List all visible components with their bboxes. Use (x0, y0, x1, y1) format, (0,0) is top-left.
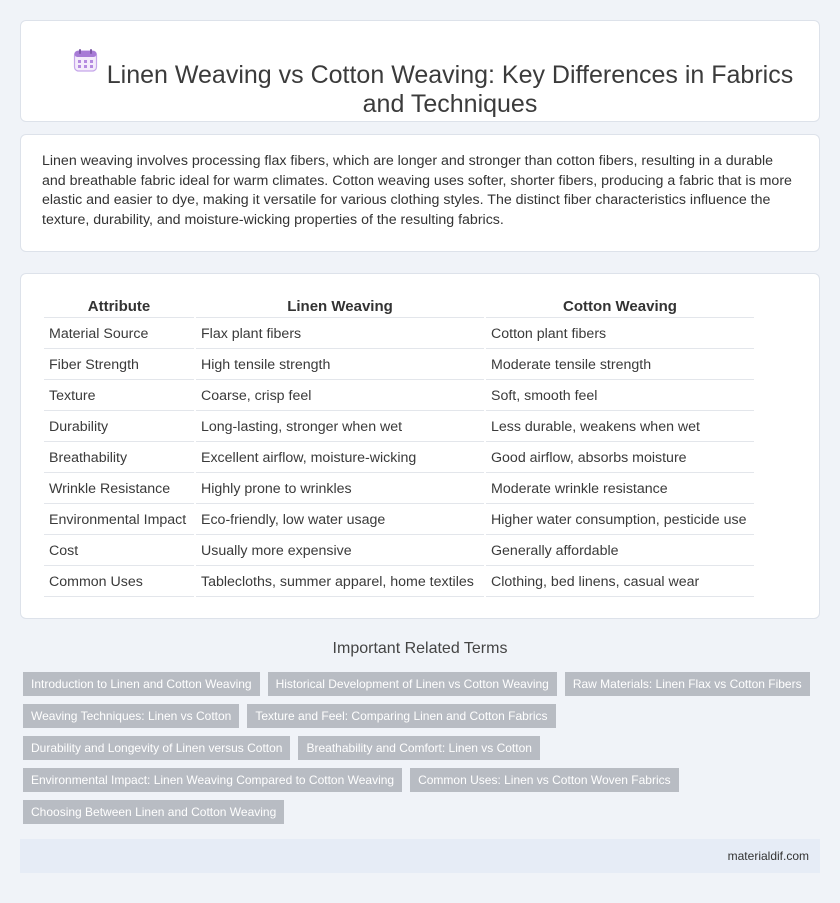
related-term-tag[interactable]: Choosing Between Linen and Cotton Weaving (23, 800, 284, 824)
table-cell: Less durable, weakens when wet (486, 413, 754, 442)
calendar-grid-icon (73, 48, 98, 73)
table-cell: Moderate wrinkle resistance (486, 475, 754, 504)
table-row (44, 506, 754, 535)
related-term-tag[interactable]: Introduction to Linen and Cotton Weaving (23, 672, 260, 696)
footer-site-link[interactable]: materialdif.com (727, 849, 809, 863)
table-row (44, 537, 754, 566)
table-row (44, 351, 754, 380)
column-header: Linen Weaving (196, 296, 484, 318)
related-term-tag[interactable]: Weaving Techniques: Linen vs Cotton (23, 704, 239, 728)
page-title: Linen Weaving vs Cotton Weaving: Key Differences in Fabrics and Techniques (106, 61, 794, 118)
comparison-table-card (20, 273, 820, 619)
related-term-tag[interactable]: Common Uses: Linen vs Cotton Woven Fabrics (410, 768, 679, 792)
table-cell: Tablecloths, summer apparel, home textiles (196, 568, 484, 597)
table-cell: Highly prone to wrinkles (196, 475, 484, 504)
table-cell: Long-lasting, stronger when wet (196, 413, 484, 442)
table-cell: Moderate tensile strength (486, 351, 754, 380)
table-row (44, 475, 754, 504)
related-term-tag[interactable]: Durability and Longevity of Linen versus Cotton (23, 736, 290, 760)
table-row (44, 320, 754, 349)
table-cell: Environmental Impact (44, 506, 194, 535)
table-cell: Common Uses (44, 568, 194, 597)
related-terms-heading: Important Related Terms (332, 640, 508, 657)
table-cell: Usually more expensive (196, 537, 484, 566)
related-term-tag[interactable]: Texture and Feel: Comparing Linen and Cotton Fabrics (247, 704, 555, 728)
table-cell: Fiber Strength (44, 351, 194, 380)
comparison-table (42, 294, 756, 599)
table-row (44, 382, 754, 411)
table-cell: Excellent airflow, moisture-wicking (196, 444, 484, 473)
table-cell: Material Source (44, 320, 194, 349)
table-cell: Generally affordable (486, 537, 754, 566)
table-cell: Flax plant fibers (196, 320, 484, 349)
table-cell: Higher water consumption, pesticide use (486, 506, 754, 535)
table-row (44, 413, 754, 442)
column-header: Attribute (44, 296, 194, 318)
table-cell: Good airflow, absorbs moisture (486, 444, 754, 473)
table-row (44, 568, 754, 597)
table-row (44, 444, 754, 473)
table-cell: Coarse, crisp feel (196, 382, 484, 411)
table-cell: Soft, smooth feel (486, 382, 754, 411)
table-cell: High tensile strength (196, 351, 484, 380)
table-cell: Wrinkle Resistance (44, 475, 194, 504)
table-header-row (44, 296, 754, 318)
table-cell: Cotton plant fibers (486, 320, 754, 349)
table-cell: Eco-friendly, low water usage (196, 506, 484, 535)
column-header: Cotton Weaving (486, 296, 754, 318)
table-cell: Breathability (44, 444, 194, 473)
intro-paragraph: Linen weaving involves processing flax fibers, which are longer and stronger than cotton fibers, resulting in a durable and breathable fabric ideal for warm climates. Cotton weaving uses softer, shorter fibers, producing a fabric that is more elastic and easier to dye, making it versatile for various clothing styles. The distinct fiber characteristics influence the texture, durability, and moisture-wicking properties of the resulting fabrics. (42, 153, 792, 228)
footer (20, 839, 820, 873)
intro-card (20, 134, 820, 252)
table-cell: Clothing, bed linens, casual wear (486, 568, 754, 597)
table-cell: Texture (44, 382, 194, 411)
related-term-tag[interactable]: Raw Materials: Linen Flax vs Cotton Fibers (565, 672, 810, 696)
related-term-tag[interactable]: Historical Development of Linen vs Cotton Weaving (268, 672, 557, 696)
related-terms-list (23, 672, 813, 824)
related-term-tag[interactable]: Environmental Impact: Linen Weaving Compared to Cotton Weaving (23, 768, 402, 792)
related-term-tag[interactable]: Breathability and Comfort: Linen vs Cotton (298, 736, 539, 760)
title-card (20, 20, 820, 122)
table-cell: Durability (44, 413, 194, 442)
table-cell: Cost (44, 537, 194, 566)
